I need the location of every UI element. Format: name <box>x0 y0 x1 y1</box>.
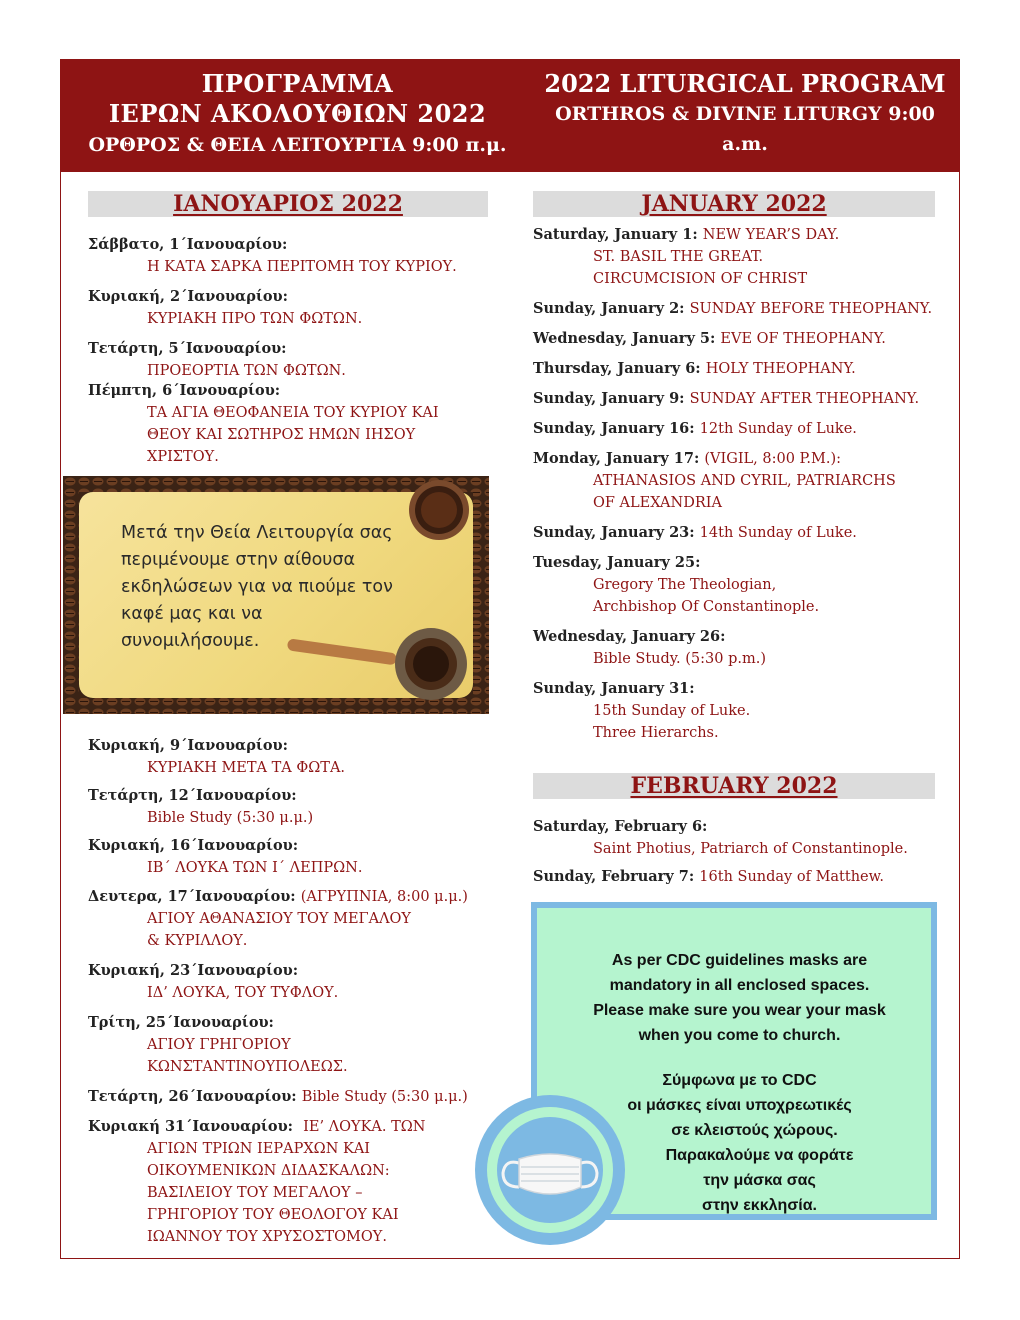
entry-date: Tuesday, January 25: <box>533 554 701 571</box>
greek-title-line3: ΟΡΘΡΟΣ & ΘΕΙΑ ΛΕΙΤΟΥΡΓΙΑ 9:00 π.μ. <box>88 134 507 156</box>
english-title <box>530 69 960 159</box>
face-mask-icon <box>475 1095 625 1245</box>
entry-name: Gregory The Theologian, <box>593 577 777 593</box>
english-month-label: FEBRUARY 2022 <box>630 773 838 799</box>
entry-name: ΚΥΡΙΑΚΗ ΠΡΟ ΤΩΝ ΦΩΤΩΝ. <box>147 311 363 327</box>
mask-notice-line: Please make sure you wear your mask <box>593 1002 886 1019</box>
list-item <box>533 448 943 514</box>
entry-date: Wednesday, January 5: <box>533 330 716 347</box>
list-item <box>88 380 488 468</box>
entry-name: Η ΚΑΤΑ ΣΑΡΚΑ ΠΕΡΙΤΟΜΗ ΤΟΥ ΚΥΡΙΟΥ. <box>147 259 457 275</box>
entry-name: 15th Sunday of Luke. <box>593 703 751 719</box>
entry-name: ΚΥΡΙΑΚΗ ΜΕΤΑ ΤΑ ΦΩΤΑ. <box>147 760 346 776</box>
list-item <box>533 522 943 544</box>
entry-name: Saint Photius, Patriarch of Constantinople. <box>593 841 908 857</box>
entry-date: Monday, January 17: <box>533 450 700 467</box>
entry-name: ΑΓΙΩΝ ΤΡΙΩΝ ΙΕΡΑΡΧΩΝ ΚΑΙ <box>147 1141 371 1157</box>
entry-name: OF ALEXANDRIA <box>593 495 722 511</box>
entry-name: ΓΡΗΓΟΡΙΟΥ ΤΟΥ ΘΕΟΛΟΓΟΥ ΚΑΙ <box>147 1207 399 1223</box>
entry-name: ΟΙΚΟΥΜΕΝΙΚΩΝ ΔΙΔΑΣΚΑΛΩΝ: <box>147 1163 390 1179</box>
entry-date: Κυριακή 31΄Ιανουαρίου: <box>88 1118 294 1135</box>
list-item <box>88 1116 488 1248</box>
entry-name: ΙΒ΄ ΛΟΥΚΑ ΤΩΝ Ι΄ ΛΕΠΡΩΝ. <box>147 860 363 876</box>
list-item <box>533 224 943 290</box>
list-item <box>88 960 488 1004</box>
entry-inline: SUNDAY BEFORE THEOPHANY. <box>689 301 933 317</box>
entry-name: ΙΩΑΝΝΟΥ ΤΟΥ ΧΡΥΣΟΣΤΟΜΟΥ. <box>147 1229 387 1245</box>
mask-notice-line: την μάσκα σας <box>703 1172 816 1189</box>
list-item <box>533 358 943 380</box>
greek-month-header <box>88 191 488 217</box>
greek-month-label: ΙΑΝΟΥΑΡΙΟΣ 2022 <box>173 191 403 217</box>
list-item <box>88 338 488 382</box>
list-item <box>533 678 943 744</box>
mask-badge <box>475 1095 625 1245</box>
entry-name: Archbishop Of Constantinople. <box>593 599 820 615</box>
mask-notice-line: Παρακαλούμε να φοράτε <box>665 1147 854 1164</box>
english-month-header-february <box>533 773 935 799</box>
entry-name: ST. BASIL THE GREAT. <box>593 249 764 265</box>
entry-name: ΑΓΙΟΥ ΓΡΗΓΟΡΙΟΥ <box>147 1037 291 1053</box>
entry-inline: 14th Sunday of Luke. <box>699 525 857 541</box>
entry-date: Sunday, February 7: <box>533 868 695 885</box>
entry-date: Sunday, January 2: <box>533 300 685 317</box>
entry-name: ΑΓΙΟΥ ΑΘΑΝΑΣΙΟΥ ΤΟΥ ΜΕΓΑΛΟΥ <box>147 911 412 927</box>
coffee-image <box>63 476 489 714</box>
list-item <box>88 735 488 779</box>
list-item <box>533 298 943 320</box>
entry-date: Σάββατο, 1΄Ιανουαρίου: <box>88 236 288 253</box>
entry-date: Τετάρτη, 26΄Ιανουαρίου: <box>88 1088 297 1105</box>
entry-date: Sunday, January 16: <box>533 420 695 437</box>
list-item <box>88 785 488 829</box>
list-item <box>533 552 943 618</box>
mask-notice-line: Σύμφωνα με το CDC <box>662 1072 817 1089</box>
english-title-line2: ORTHROS & DIVINE LITURGY 9:00 a.m. <box>555 103 935 155</box>
entry-name: Bible Study. (5:30 p.m.) <box>593 651 767 667</box>
entry-date: Thursday, January 6: <box>533 360 701 377</box>
entry-date: Sunday, January 23: <box>533 524 695 541</box>
entry-name: Bible Study (5:30 μ.μ.) <box>147 810 314 826</box>
list-item <box>88 1086 488 1108</box>
entry-inline: 12th Sunday of Luke. <box>699 421 857 437</box>
header-banner <box>60 59 960 172</box>
entry-date: Sunday, January 31: <box>533 680 695 697</box>
entry-name: ΧΡΙΣΤΟΥ. <box>147 449 219 465</box>
entry-date: Κυριακή, 9΄Ιανουαρίου: <box>88 737 288 754</box>
entry-date: Τρίτη, 25΄Ιανουαρίου: <box>88 1014 274 1031</box>
entry-name: & ΚΥΡΙΛΛΟΥ. <box>147 933 248 949</box>
entry-date: Sunday, January 9: <box>533 390 685 407</box>
entry-inline: EVE OF THEOPHANY. <box>720 331 886 347</box>
coffee-cup-icon <box>409 480 469 540</box>
entry-date: Κυριακή, 16΄Ιανουαρίου: <box>88 837 299 854</box>
entry-date: Τετάρτη, 5΄Ιανουαρίου: <box>88 340 287 357</box>
entry-inline: (VIGIL, 8:00 P.M.): <box>704 451 841 467</box>
entry-inline: HOLY THEOPHANY. <box>705 361 856 377</box>
entry-name: ΚΩΝΣΤΑΝΤΙΝΟΥΠΟΛΕΩΣ. <box>147 1059 348 1075</box>
greek-title <box>60 69 535 161</box>
entry-name: CIRCUMCISION OF CHRIST <box>593 271 808 287</box>
greek-title-line2: ΙΕΡΩΝ ΑΚΟΛΟΥΘΙΩΝ 2022 <box>108 99 487 128</box>
list-item <box>88 234 488 278</box>
entry-inline: ΙΕ’ ΛΟΥΚΑ. ΤΩΝ <box>303 1119 426 1135</box>
entry-inline: Bible Study (5:30 μ.μ.) <box>301 1089 468 1105</box>
entry-name: Three Hierarchs. <box>593 725 719 741</box>
mask-notice-line: when you come to church. <box>638 1027 841 1044</box>
entry-date: Δευτερα, 17΄Ιανουαρίου: <box>88 888 296 905</box>
entry-name: ΘΕΟΥ ΚΑΙ ΣΩΤΗΡΟΣ ΗΜΩΝ ΙΗΣΟΥ <box>147 427 416 443</box>
list-item <box>533 816 943 860</box>
mask-notice-line: οι μάσκες είναι υποχρεωτικές <box>627 1097 852 1114</box>
entry-date: Wednesday, January 26: <box>533 628 726 645</box>
entry-inline: (ΑΓΡΥΠΝΙΑ, 8:00 μ.μ.) <box>300 889 468 905</box>
list-item <box>533 418 943 440</box>
list-item <box>88 286 488 330</box>
entry-date: Κυριακή, 2΄Ιανουαρίου: <box>88 288 288 305</box>
entry-date: Κυριακή, 23΄Ιανουαρίου: <box>88 962 299 979</box>
list-item <box>533 866 943 888</box>
list-item <box>533 626 943 670</box>
english-title-line1: 2022 LITURGICAL PROGRAM <box>544 69 946 98</box>
mask-notice-line: στην εκκλησία. <box>702 1197 817 1214</box>
list-item <box>88 1012 488 1078</box>
entry-inline: 16th Sunday of Matthew. <box>699 869 884 885</box>
entry-inline: SUNDAY AFTER THEOPHANY. <box>689 391 920 407</box>
entry-date: Πέμπτη, 6΄Ιανουαρίου: <box>88 382 281 399</box>
english-month-header-january <box>533 191 935 217</box>
entry-name: ΙΔ’ ΛΟΥΚΑ, ΤΟΥ ΤΥΦΛΟΥ. <box>147 985 339 1001</box>
mask-notice-line: σε κλειστούς χώρους. <box>671 1122 838 1139</box>
entry-name: ΤΑ ΑΓΙΑ ΘΕΟΦΑΝΕΙΑ ΤΟΥ ΚΥΡΙΟΥ ΚΑΙ <box>147 405 439 421</box>
mask-notice-line: As per CDC guidelines masks are <box>611 952 868 969</box>
entry-inline: NEW YEAR’S DAY. <box>702 227 840 243</box>
entry-date: Τετάρτη, 12΄Ιανουαρίου: <box>88 787 297 804</box>
greek-title-line1: ΠΡΟΓΡΑΜΜΑ <box>201 69 394 98</box>
entry-name: ΒΑΣΙΛΕΙΟΥ ΤΟΥ ΜΕΓΑΛΟΥ – <box>147 1185 363 1201</box>
mask-notice-line: mandatory in all enclosed spaces. <box>609 977 870 994</box>
coffee-note: Μετά την Θεία Λειτουργία σας περιμένουμε στην αίθουσα εκδηλώσεων για να πιούμε τον καφέ μας και να συνομιλήσουμε. <box>121 523 393 651</box>
entry-name: ΠΡΟΕΟΡΤΙΑ ΤΩΝ ΦΩΤΩΝ. <box>147 363 346 379</box>
list-item <box>88 835 488 879</box>
entry-date: Saturday, February 6: <box>533 818 708 835</box>
entry-date: Saturday, January 1: <box>533 226 698 243</box>
list-item <box>88 886 488 952</box>
list-item <box>533 328 943 350</box>
english-month-label: JANUARY 2022 <box>641 191 827 217</box>
entry-name: ATHANASIOS AND CYRIL, PATRIARCHS <box>593 473 896 489</box>
list-item <box>533 388 943 410</box>
